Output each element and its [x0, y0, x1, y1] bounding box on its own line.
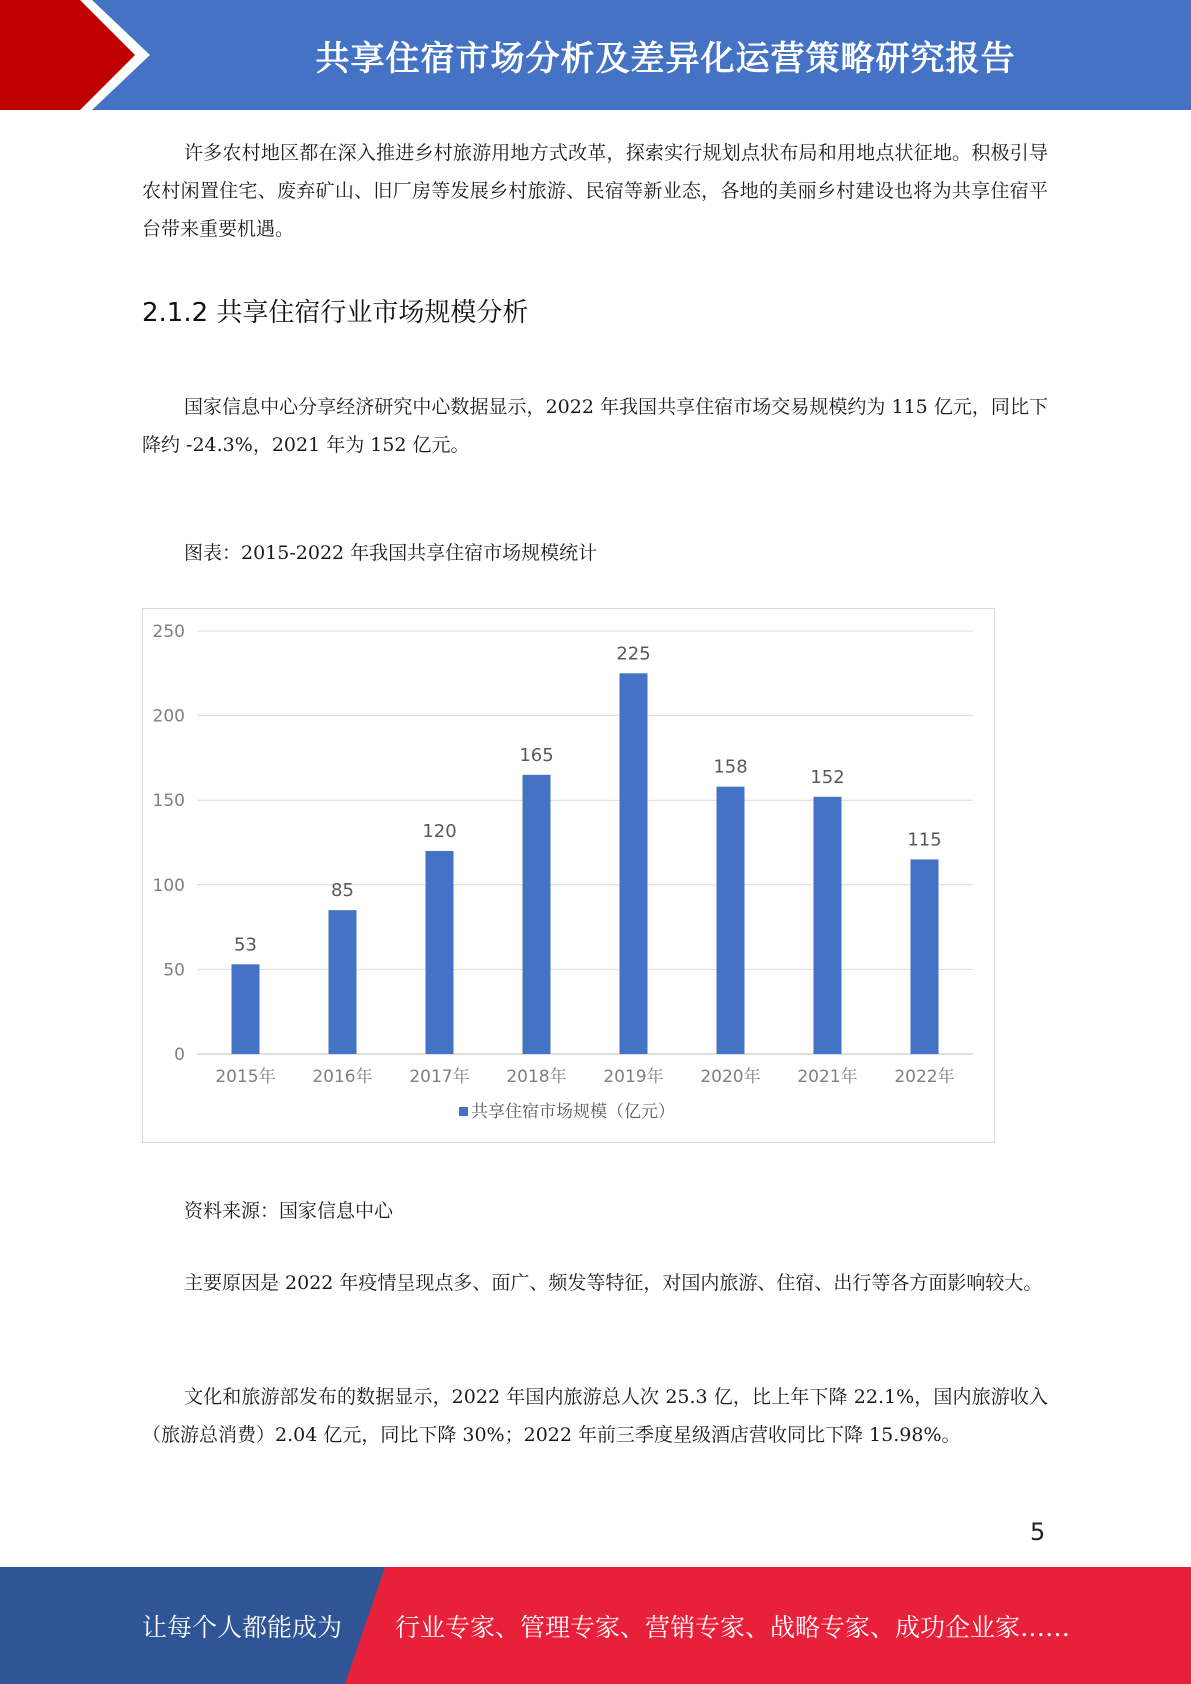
data-label: 158: [713, 756, 748, 778]
legend-label: 共享住宿市场规模（亿元）: [471, 1102, 675, 1122]
data-label: 53: [234, 934, 257, 956]
data-label: 165: [519, 744, 554, 766]
legend-swatch: [459, 1107, 468, 1116]
y-tick-label: 250: [152, 622, 185, 642]
footer-slogan-left: 让每个人都能成为: [142, 1612, 343, 1642]
x-tick-label: 2022年: [894, 1067, 955, 1087]
header-banner: [0, 0, 1191, 110]
section-heading: 2.1.2 共享住宿行业市场规模分析: [142, 298, 529, 328]
market-size-chart: [142, 608, 995, 1143]
x-tick-label: 2020年: [700, 1067, 761, 1087]
bar: [717, 787, 745, 1054]
y-tick-label: 100: [152, 875, 185, 896]
data-label: 85: [331, 880, 354, 902]
data-label: 152: [810, 766, 845, 788]
bar: [814, 797, 842, 1054]
footer-banner: [0, 1567, 1191, 1684]
market-paragraph: 国家信息中心分享经济研究中心数据显示，2022 年我国共享住宿市场交易规模约为 115 亿元，同比下降约 -24.3%，2021 年为 152 亿元。: [142, 396, 1048, 456]
bar: [426, 851, 454, 1054]
x-tick-label: 2015年: [215, 1067, 276, 1087]
y-tick-label: 150: [152, 791, 185, 812]
y-tick-label: 0: [174, 1045, 185, 1065]
page-number: 5: [1030, 1518, 1046, 1546]
figure-caption: 图表：2015-2022 年我国共享住宿市场规模统计: [184, 542, 598, 564]
chart-canvas: [143, 609, 996, 1144]
bar: [911, 859, 939, 1054]
x-tick-label: 2017年: [409, 1067, 470, 1087]
x-tick-label: 2018年: [506, 1067, 567, 1087]
tourism-paragraph: 文化和旅游部发布的数据显示，2022 年国内旅游总人次 25.3 亿，比上年下降 22.1%，国内旅游收入（旅游总消费）2.04 亿元，同比下降 30%；2022 年前三季度星级酒店营收同比下降 15.98%。: [142, 1386, 1048, 1446]
data-label: 115: [907, 829, 942, 851]
bar: [329, 910, 357, 1054]
figure-source: 资料来源：国家信息中心: [184, 1200, 394, 1222]
y-tick-label: 50: [163, 960, 185, 981]
bar: [523, 775, 551, 1054]
data-label: 120: [422, 820, 457, 842]
footer-slogan-right: 行业专家、管理专家、营销专家、战略专家、成功企业家……: [395, 1612, 1071, 1642]
reason-paragraph: 主要原因是 2022 年疫情呈现点多、面广、频发等特征，对国内旅游、住宿、出行等各方面影响较大。: [184, 1272, 1043, 1294]
bar: [620, 673, 648, 1054]
x-tick-label: 2021年: [797, 1067, 858, 1087]
report-title: 共享住宿市场分析及差异化运营策略研究报告: [315, 38, 1016, 79]
x-tick-label: 2019年: [603, 1067, 664, 1087]
bar: [232, 964, 260, 1054]
x-tick-label: 2016年: [312, 1067, 373, 1087]
data-label: 225: [616, 643, 651, 665]
intro-paragraph: 许多农村地区都在深入推进乡村旅游用地方式改革，探索实行规划点状布局和用地点状征地。积极引导农村闲置住宅、废弃矿山、旧厂房等发展乡村旅游、民宿等新业态，各地的美丽乡村建设也将为共享住宿平台带来重要机遇。: [142, 142, 1048, 240]
y-tick-label: 200: [152, 706, 185, 727]
